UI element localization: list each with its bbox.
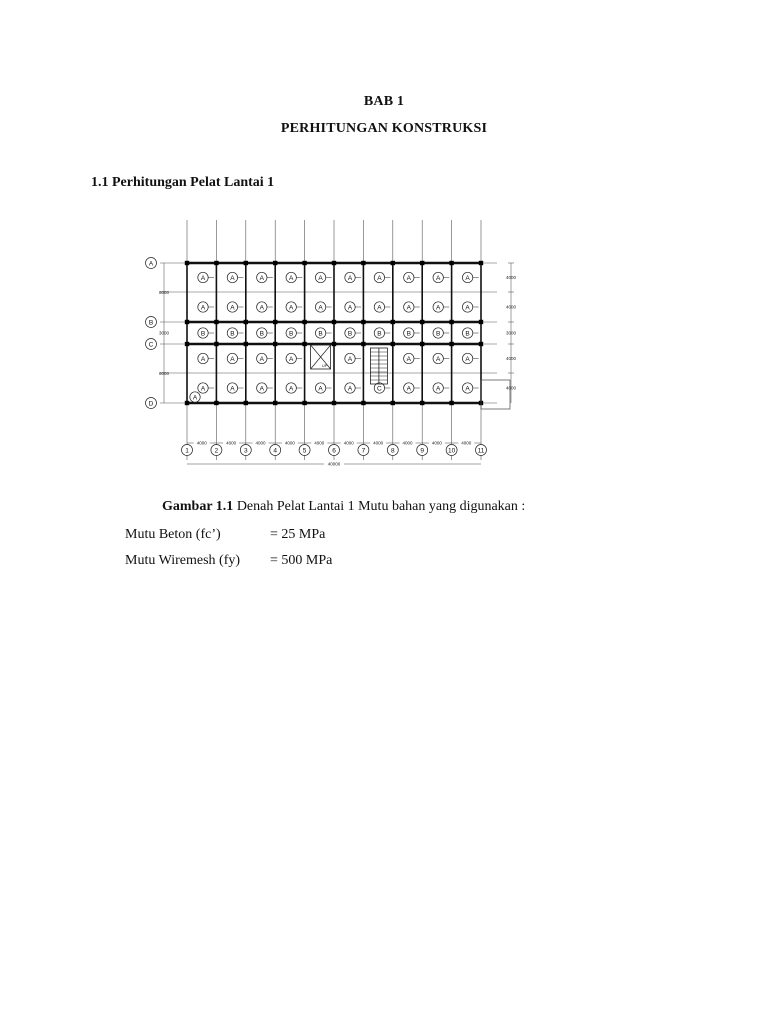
row-axis-label: D xyxy=(148,400,154,408)
slab-label: B xyxy=(406,330,411,338)
slab-label: A xyxy=(200,355,206,363)
structural-column xyxy=(332,320,336,324)
slab-label: A xyxy=(436,355,441,363)
slab-label: A xyxy=(347,385,353,393)
chapter-title: PERHITUNGAN KONSTRUKSI xyxy=(280,121,488,136)
structural-column xyxy=(302,320,306,324)
structural-column xyxy=(185,320,189,324)
spec-row-concrete xyxy=(125,527,325,543)
spec-value: = 25 MPa xyxy=(270,527,326,542)
figure-caption-label: Gambar 1.1 xyxy=(162,499,234,514)
spec-row-wiremesh xyxy=(125,553,332,569)
slab-label: C xyxy=(377,385,382,393)
structural-column xyxy=(244,261,248,265)
structural-column xyxy=(361,320,365,324)
structural-column xyxy=(361,401,365,405)
dimension-label: 4000 xyxy=(226,440,237,446)
slab-label: B xyxy=(377,330,382,338)
column-axis-label: 1 xyxy=(185,447,189,455)
slab-label: A xyxy=(465,385,470,393)
structural-column xyxy=(273,320,277,324)
dimension-label: 3000 xyxy=(505,330,517,336)
slab-label: B xyxy=(436,330,441,338)
dimension-label: 8000 xyxy=(158,371,170,376)
figure-caption xyxy=(162,499,525,515)
slab-label: A xyxy=(377,274,382,282)
slab-label: A xyxy=(347,355,353,363)
chapter-number: BAB 1 xyxy=(363,94,405,109)
slab-label: A xyxy=(377,304,382,312)
dimension-label: 4000 xyxy=(505,304,517,310)
slab-label: A xyxy=(259,274,264,282)
structural-column xyxy=(273,342,277,346)
structural-column xyxy=(273,261,277,265)
slab-label: A xyxy=(347,274,353,282)
slab-label: B xyxy=(200,330,206,338)
structural-column xyxy=(214,401,218,405)
slab-label: B xyxy=(347,330,353,338)
structural-column xyxy=(302,401,306,405)
slab-label: A xyxy=(289,304,294,312)
column-axis-label: 8 xyxy=(390,447,395,455)
column-axis-label: 7 xyxy=(361,447,366,455)
column-axis-label: 6 xyxy=(332,447,336,455)
structural-column xyxy=(185,342,189,346)
structural-column xyxy=(479,342,483,346)
structural-column xyxy=(391,320,395,324)
column-axis-label: 3 xyxy=(243,447,248,455)
spec-value: = 500 MPa xyxy=(270,553,333,568)
dimension-label: 4000 xyxy=(255,440,266,446)
slab-label: A xyxy=(192,394,198,402)
lobby-extension xyxy=(481,380,510,409)
slab-label: A xyxy=(465,355,470,363)
dimension-label: 4000 xyxy=(461,440,472,446)
figure-caption-text: Denah Pelat Lantai 1 Mutu bahan yang digunakan : xyxy=(233,499,526,514)
structural-column xyxy=(479,261,483,265)
structural-column xyxy=(302,261,306,265)
dimension-label: 4000 xyxy=(505,356,517,361)
row-axis-label: B xyxy=(148,319,154,327)
structural-column xyxy=(449,342,453,346)
slab-label: A xyxy=(289,385,294,393)
slab-label: A xyxy=(230,355,235,363)
slab-label: A xyxy=(406,385,411,393)
dimension-label: 40000 xyxy=(327,461,341,467)
structural-column xyxy=(214,261,218,265)
slab-label: A xyxy=(436,385,441,393)
structural-column xyxy=(449,320,453,324)
structural-column xyxy=(479,320,483,324)
column-axis-label: 2 xyxy=(214,447,219,455)
slab-label: A xyxy=(200,385,206,393)
dimension-label: 3000 xyxy=(158,330,170,336)
structural-column xyxy=(214,342,218,346)
slab-label: A xyxy=(347,304,353,312)
section-heading: 1.1 Perhitungan Pelat Lantai 1 xyxy=(91,175,275,190)
floor-plan-drawing xyxy=(140,218,560,480)
structural-column xyxy=(449,401,453,405)
column-axis-label: 9 xyxy=(420,447,425,455)
dimension-label: 4000 xyxy=(373,440,384,446)
slab-label: B xyxy=(259,330,264,338)
slab-label: A xyxy=(200,274,206,282)
slab-label: A xyxy=(436,274,441,282)
slab-label: A xyxy=(259,304,264,312)
slab-label: A xyxy=(465,304,470,312)
spec-label: Mutu Wiremesh (fy) xyxy=(125,553,241,568)
slab-label: B xyxy=(465,330,470,338)
structural-column xyxy=(449,261,453,265)
structural-column xyxy=(302,342,306,346)
slab-label: A xyxy=(465,274,470,282)
slab-label: A xyxy=(200,304,206,312)
structural-column xyxy=(244,320,248,324)
structural-column xyxy=(391,401,395,405)
structural-column xyxy=(244,401,248,405)
structural-column xyxy=(391,261,395,265)
dimension-label: 4000 xyxy=(431,440,442,446)
column-axis-label: 4 xyxy=(273,447,278,455)
dimension-label: 4000 xyxy=(314,440,325,446)
structural-column xyxy=(420,320,424,324)
slab-label: A xyxy=(318,274,323,282)
structural-column xyxy=(273,401,277,405)
structural-column xyxy=(214,320,218,324)
structural-column xyxy=(391,342,395,346)
structural-column xyxy=(185,261,189,265)
row-axis-label: A xyxy=(148,260,154,268)
structural-column xyxy=(332,401,336,405)
structural-column xyxy=(361,261,365,265)
slab-label: B xyxy=(230,330,235,338)
slab-label: B xyxy=(318,330,323,338)
dimension-label: 4000 xyxy=(196,440,207,446)
dimension-label: 4000 xyxy=(343,440,354,446)
slab-label: A xyxy=(318,385,323,393)
structural-column xyxy=(332,342,336,346)
structural-column xyxy=(361,342,365,346)
dimension-label: 8000 xyxy=(158,290,170,295)
structural-column xyxy=(420,342,424,346)
slab-label: A xyxy=(406,274,411,282)
slab-label: A xyxy=(289,355,294,363)
slab-label: A xyxy=(318,304,323,312)
dimension-label: 4000 xyxy=(284,440,295,446)
slab-label: A xyxy=(436,304,441,312)
structural-column xyxy=(420,401,424,405)
slab-label: A xyxy=(406,355,411,363)
dimension-label: 4000 xyxy=(402,440,413,446)
spec-label: Mutu Beton (fc’) xyxy=(125,527,221,542)
row-axis-label: C xyxy=(148,341,154,349)
slab-label: B xyxy=(289,330,294,338)
dimension-label: 4000 xyxy=(505,275,517,280)
dimension-label: 4000 xyxy=(505,385,517,391)
structural-column xyxy=(420,261,424,265)
slab-label: A xyxy=(230,274,235,282)
column-axis-label: 5 xyxy=(302,447,307,455)
slab-label: A xyxy=(230,385,235,393)
slab-label: A xyxy=(259,385,264,393)
slab-label: A xyxy=(259,355,264,363)
slab-label: A xyxy=(406,304,411,312)
slab-label: A xyxy=(289,274,294,282)
column-axis-label: 11 xyxy=(477,447,485,455)
structural-column xyxy=(244,342,248,346)
column-axis-label: 10 xyxy=(447,447,456,455)
structural-column xyxy=(185,401,189,405)
stair-up-label: UP xyxy=(321,363,328,368)
structural-column xyxy=(332,261,336,265)
slab-label: A xyxy=(230,304,235,312)
